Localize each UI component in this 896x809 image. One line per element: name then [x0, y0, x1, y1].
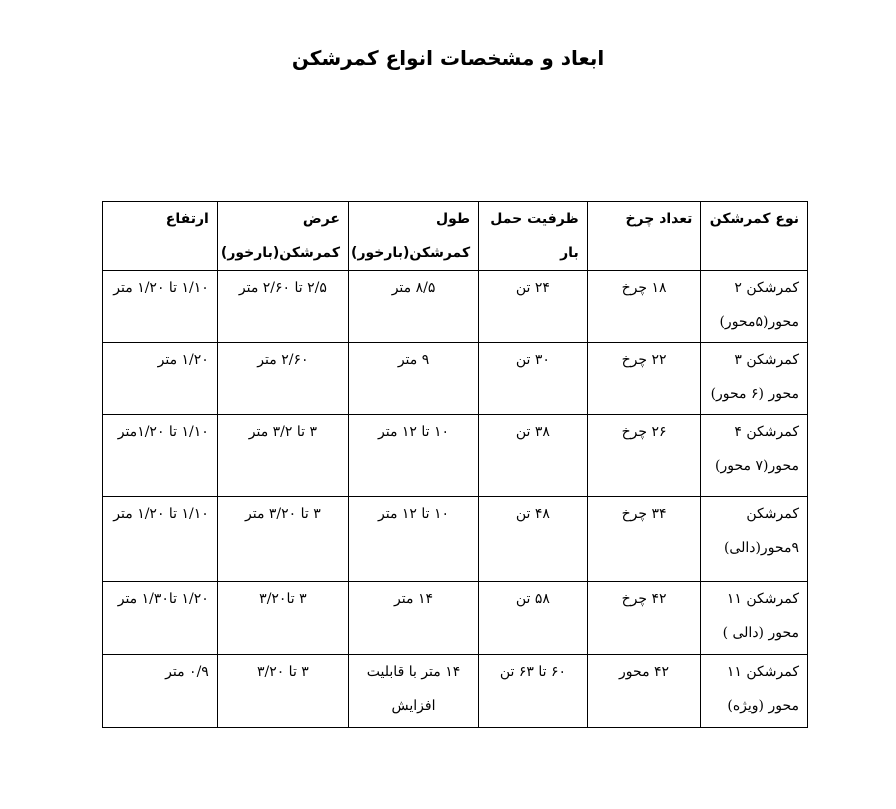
cell-wheels: ۴۲ چرخ	[587, 582, 701, 655]
table-row	[103, 415, 808, 497]
cell-length: ۱۰ تا ۱۲ متر	[348, 415, 478, 497]
header-height: ارتفاع	[103, 202, 218, 271]
header-capacity: ظرفیت حمل بار	[479, 202, 588, 271]
cell-length: ۸/۵ متر	[348, 271, 478, 343]
cell-wheels: ۲۶ چرخ	[587, 415, 701, 497]
cell-height: ۱/۲۰ متر	[103, 343, 218, 415]
cell-width: ۳ تا۳/۲۰	[217, 582, 348, 655]
cell-length: ۱۰ تا ۱۲ متر	[348, 497, 478, 582]
header-wheels: تعداد چرخ	[587, 202, 701, 271]
table-row	[103, 497, 808, 582]
table-row	[103, 271, 808, 343]
table-header-row	[103, 202, 808, 271]
cell-wheels: ۲۲ چرخ	[587, 343, 701, 415]
cell-length: ۹ متر	[348, 343, 478, 415]
cell-wheels: ۱۸ چرخ	[587, 271, 701, 343]
cell-wheels: ۴۲ محور	[587, 655, 701, 728]
cell-length: ۱۴ متر با قابلیت افزایش	[348, 655, 478, 728]
cell-type: کمرشکن ۹محور(دالی)	[701, 497, 808, 582]
cell-wheels: ۳۴ چرخ	[587, 497, 701, 582]
cell-width: ۲/۵ تا ۲/۶۰ متر	[217, 271, 348, 343]
table-row	[103, 343, 808, 415]
cell-height: ۱/۱۰ تا ۱/۲۰ متر	[103, 271, 218, 343]
cell-capacity: ۶۰ تا ۶۳ تن	[479, 655, 588, 728]
cell-capacity: ۵۸ تن	[479, 582, 588, 655]
table-row	[103, 655, 808, 728]
cell-width: ۳ تا ۳/۲۰	[217, 655, 348, 728]
cell-height: ۱/۱۰ تا ۱/۲۰ متر	[103, 497, 218, 582]
specs-table	[102, 201, 808, 728]
cell-capacity: ۳۸ تن	[479, 415, 588, 497]
cell-capacity: ۴۸ تن	[479, 497, 588, 582]
table-row	[103, 582, 808, 655]
cell-height: ۱/۱۰ تا ۱/۲۰متر	[103, 415, 218, 497]
cell-capacity: ۳۰ تن	[479, 343, 588, 415]
cell-type: کمرشکن ۴ محور(۷ محور)	[701, 415, 808, 497]
cell-length: ۱۴ متر	[348, 582, 478, 655]
cell-height: ۱/۲۰ تا۱/۳۰ متر	[103, 582, 218, 655]
cell-height: ۰/۹ متر	[103, 655, 218, 728]
cell-type: کمرشکن ۳ محور (۶ محور)	[701, 343, 808, 415]
cell-width: ۲/۶۰ متر	[217, 343, 348, 415]
cell-type: کمرشکن ۱۱ محور (ویژه)	[701, 655, 808, 728]
cell-width: ۳ تا ۳/۲۰ متر	[217, 497, 348, 582]
header-type: نوع کمرشکن	[701, 202, 808, 271]
cell-width: ۳ تا ۳/۲ متر	[217, 415, 348, 497]
cell-capacity: ۲۴ تن	[479, 271, 588, 343]
cell-type: کمرشکن ۱۱ محور (دالی )	[701, 582, 808, 655]
header-length: طول کمرشکن(بارخور)	[348, 202, 478, 271]
document-title: ابعاد و مشخصات انواع کمرشکن	[291, 46, 605, 70]
cell-type: کمرشکن ۲ محور(۵محور)	[701, 271, 808, 343]
header-width: عرض کمرشکن(بارخور)	[217, 202, 348, 271]
